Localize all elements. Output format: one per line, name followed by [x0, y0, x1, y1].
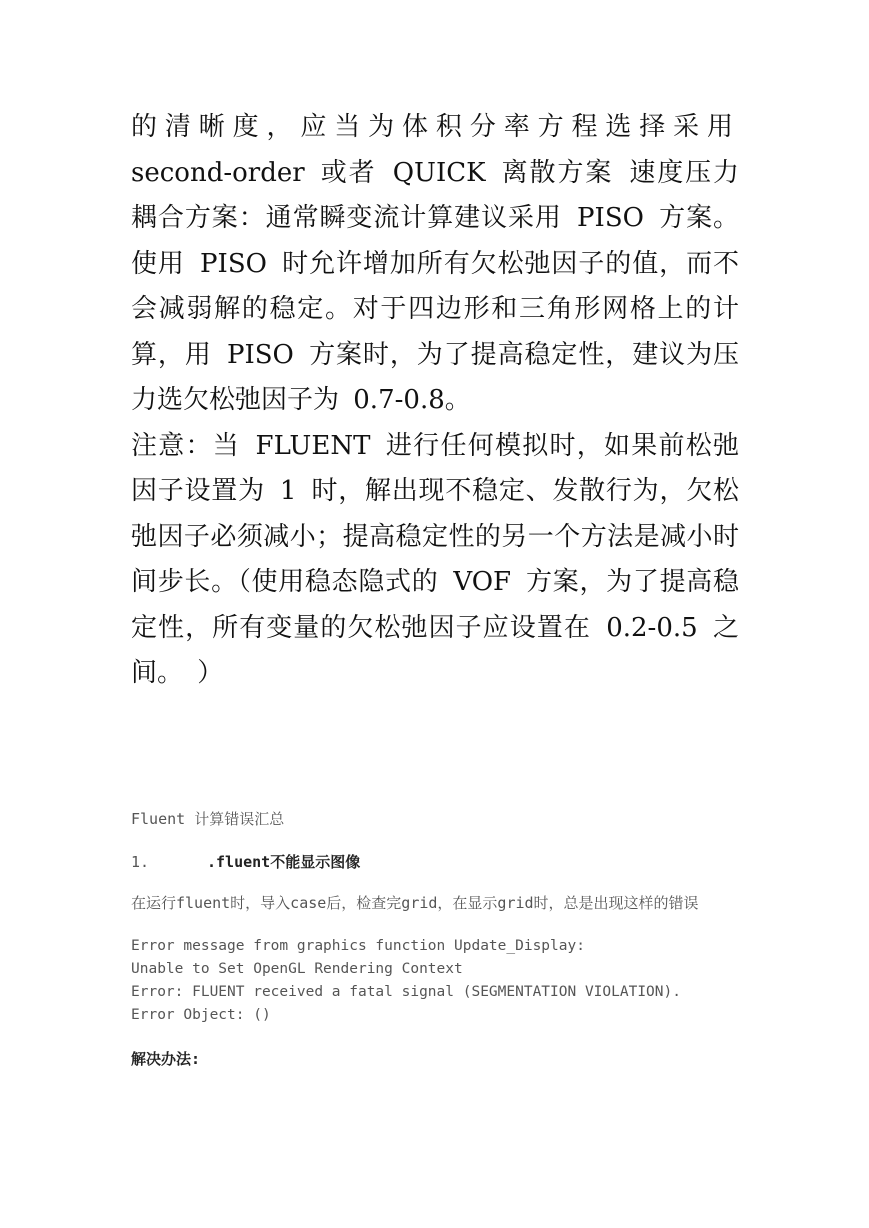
- paragraph-first-line: 的清晰度，应当为体积分率方程选择采用: [131, 112, 739, 142]
- paragraph-discretization: [131, 105, 739, 424]
- section-heading: Fluent 计算错误汇总: [131, 810, 285, 828]
- problem-description: 在运行fluent时，导入case后，检查完grid，在显示grid时，总是出现这样的错误: [131, 894, 699, 912]
- error-line: Error Object: (): [131, 1007, 271, 1023]
- main-body-text: [131, 105, 739, 697]
- paragraph-note: 注意：当 FLUENT 进行任何模拟时，如果前松弛因子设置为 1 时，解出现不稳定、发散行为，欠松弛因子必须减小；提高稳定性的另一个方法是减小时间步长。（使用稳态隐式的 VOF 方案，为了提高稳定性，所有变量的欠松弛因子应设置在 0.2-0.5 之间。 ）: [131, 430, 739, 688]
- error-summary-section: [131, 808, 739, 1070]
- paragraph-continuation: second-order 或者 QUICK 离散方案 速度压力耦合方案：通常瞬变流计算建议采用 PISO 方案。使用 PISO 时允许增加所有欠松弛因子的值，而不会减弱解的稳定。对于四边形和三角形网格上的计算，用 PISO 方案时，为了提高稳定性，建议为压力选欠松弛因子为 0.7-0.8。: [131, 157, 739, 415]
- list-item: [131, 851, 739, 873]
- error-line: Unable to Set OpenGL Rendering Context: [131, 961, 463, 977]
- error-line: Error message from graphics function Update_Display:: [131, 938, 585, 954]
- list-item-number: 1.: [131, 853, 150, 871]
- error-message-block: [131, 935, 739, 1027]
- error-line: Error: FLUENT received a fatal signal (SEGMENTATION VIOLATION).: [131, 984, 681, 1000]
- list-item-title: .fluent不能显示图像: [207, 853, 361, 871]
- solution-label: 解决办法:: [131, 1050, 201, 1068]
